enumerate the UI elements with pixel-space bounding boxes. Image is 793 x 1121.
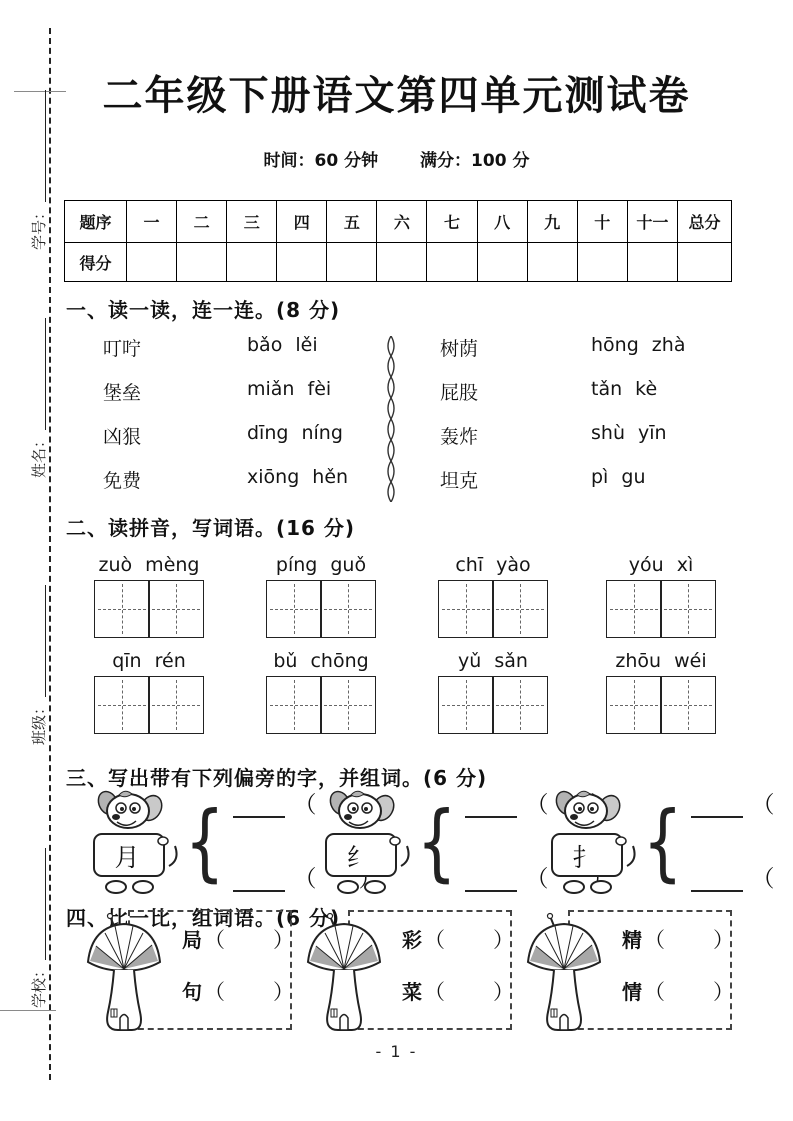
student-name-blank-line[interactable]: [45, 318, 46, 430]
student-id-label: 学号：: [30, 204, 48, 250]
compare-char: 局: [182, 928, 202, 952]
match-pinyin[interactable]: hōng zhà: [591, 334, 686, 356]
compare-char: 句: [182, 980, 202, 1004]
page-title: 二年级下册语文第四单元测试卷: [102, 73, 691, 119]
compare-row: [622, 976, 734, 1005]
paren-open: （: [751, 866, 775, 892]
mushroom-house-icon: [84, 912, 164, 1038]
paren-close: ）: [493, 928, 514, 952]
score-table-col: 四: [277, 201, 327, 243]
puppy-mascot: [544, 786, 636, 898]
match-word[interactable]: 叮咛: [103, 338, 142, 360]
compare-char: 菜: [402, 980, 422, 1004]
writing-cell[interactable]: [266, 580, 322, 638]
writing-grid: [262, 580, 380, 638]
puppy-mascot: [86, 786, 178, 898]
paren-close: ）: [713, 928, 734, 952]
radical-item: [544, 786, 793, 898]
writing-cell[interactable]: [438, 676, 494, 734]
match-pinyin[interactable]: shù yīn: [591, 422, 667, 444]
match-pinyin[interactable]: tǎn kè: [591, 378, 658, 400]
pinyin-label: bǔ chōng: [273, 650, 369, 672]
school-label: 学校：: [30, 962, 48, 1008]
score-row-label: 得分: [65, 243, 127, 282]
score-table-corner: 题序: [65, 201, 127, 243]
score-cell[interactable]: [577, 243, 627, 282]
paren-open: （: [204, 980, 225, 1004]
writing-cell[interactable]: [606, 676, 662, 734]
paren-open: （: [644, 980, 665, 1004]
score-table: [64, 200, 732, 282]
fold-mark-bottom: [0, 1010, 56, 1011]
writing-grid: [602, 676, 720, 734]
brace-icon: {: [642, 793, 683, 891]
match-pinyin[interactable]: dīng níng: [247, 422, 343, 444]
answer-line[interactable]: [691, 796, 743, 818]
compare-row: [622, 924, 734, 953]
writing-grid: [434, 676, 552, 734]
writing-cell[interactable]: [320, 580, 376, 638]
writing-cell[interactable]: [94, 676, 150, 734]
paren-open: （: [525, 792, 549, 818]
paren-close: ）: [273, 928, 294, 952]
writing-cell[interactable]: [148, 676, 204, 734]
section3-heading: 三、写出带有下列偏旁的字，并组词。(6 分): [66, 766, 488, 790]
answer-line[interactable]: [465, 870, 517, 892]
radical-answer-row: [691, 792, 793, 818]
writing-grid: [262, 676, 380, 734]
match-pinyin[interactable]: xiōng hěn: [247, 466, 349, 488]
section4-heading: 四、比一比，组词语。(6 分): [66, 906, 341, 930]
paren-open: （: [644, 928, 665, 952]
radical-label: 纟: [346, 843, 372, 872]
brace-icon: {: [416, 793, 457, 891]
writing-cell[interactable]: [148, 580, 204, 638]
mushroom-house-icon: [524, 912, 604, 1038]
answer-line[interactable]: [233, 870, 285, 892]
score-cell[interactable]: [377, 243, 427, 282]
score-cell[interactable]: [277, 243, 327, 282]
radical-label: 扌: [572, 843, 598, 872]
writing-grid: [90, 676, 208, 734]
score-cell[interactable]: [177, 243, 227, 282]
paren-open: （: [204, 928, 225, 952]
pinyin-label: zuò mèng: [98, 554, 200, 576]
score-cell[interactable]: [678, 243, 732, 282]
paren-close: ）: [358, 866, 382, 892]
pinyin-label: qīn rén: [112, 650, 186, 672]
compare-char: 精: [622, 928, 642, 952]
school-field: [27, 848, 49, 1008]
match-pinyin[interactable]: bǎo lěi: [247, 334, 318, 356]
radical-label: 月: [114, 843, 140, 872]
match-right-words: [440, 334, 478, 510]
compare-row: [182, 924, 294, 953]
school-blank-line[interactable]: [45, 848, 46, 960]
pinyin-word-block: [90, 554, 208, 638]
score-table-col: 十一: [627, 201, 677, 243]
radical-answer-row: [691, 866, 793, 892]
score-cell[interactable]: [527, 243, 577, 282]
paren-open: （: [525, 866, 549, 892]
writing-cell[interactable]: [492, 580, 548, 638]
writing-cell[interactable]: [606, 580, 662, 638]
compare-row: [402, 924, 514, 953]
class-field: [27, 585, 49, 745]
paren-open: （: [293, 792, 317, 818]
pinyin-word-block: [434, 650, 552, 734]
match-pinyin[interactable]: miǎn fèi: [247, 378, 332, 400]
radical-answer-rows: [691, 790, 793, 894]
section2-heading: 二、读拼音，写词语。(16 分): [66, 516, 356, 540]
puppy-mascot: [318, 786, 410, 898]
class-label: 班级：: [30, 699, 48, 745]
time-limit: 时间：60 分钟: [263, 151, 379, 171]
exam-meta: [0, 146, 793, 171]
writing-cell[interactable]: [94, 580, 150, 638]
writing-cell[interactable]: [320, 676, 376, 734]
score-table-col: 六: [377, 201, 427, 243]
match-word[interactable]: 轰炸: [440, 426, 479, 448]
cut-dashed-line: [49, 28, 51, 1080]
answer-line[interactable]: [691, 870, 743, 892]
pinyin-word-block: [602, 554, 720, 638]
pinyin-word-block: [262, 650, 380, 734]
page-number: - 1 -: [375, 1042, 418, 1061]
brace-icon: {: [184, 793, 225, 891]
pinyin-word-block: [90, 650, 208, 734]
paren-close: ）: [273, 980, 294, 1004]
match-word[interactable]: 树荫: [440, 338, 479, 360]
writing-cell[interactable]: [660, 580, 716, 638]
writing-cell[interactable]: [438, 580, 494, 638]
match-word[interactable]: 坦克: [440, 470, 479, 492]
match-word[interactable]: 屁股: [440, 382, 479, 404]
score-table-col: 总分: [678, 201, 732, 243]
chain-divider-icon: [384, 336, 398, 502]
writing-cell[interactable]: [266, 676, 322, 734]
paren-close: ）: [590, 866, 614, 892]
match-word[interactable]: 堡垒: [103, 382, 142, 404]
writing-grid: [90, 580, 208, 638]
compare-char: 情: [622, 980, 642, 1004]
match-word[interactable]: 免费: [103, 470, 142, 492]
score-table-col: 八: [477, 201, 527, 243]
section1-heading: 一、读一读，连一连。(8 分): [66, 298, 341, 322]
writing-grid: [434, 580, 552, 638]
score-table-col: 一: [127, 201, 177, 243]
pinyin-word-block: [262, 554, 380, 638]
writing-cell[interactable]: [660, 676, 716, 734]
match-word[interactable]: 凶狠: [103, 426, 142, 448]
pinyin-word-block: [434, 554, 552, 638]
answer-line[interactable]: [233, 796, 285, 818]
match-left-words: [103, 334, 141, 510]
score-table-col: 二: [177, 201, 227, 243]
paren-open: （: [424, 928, 445, 952]
score-cell[interactable]: [227, 243, 277, 282]
writing-grid: [602, 580, 720, 638]
score-table-col: 十: [577, 201, 627, 243]
score-table-col: 七: [427, 201, 477, 243]
pinyin-word-block: [602, 650, 720, 734]
score-cell[interactable]: [477, 243, 527, 282]
match-right-pinyins: [591, 334, 685, 510]
pinyin-label: chī yào: [455, 554, 531, 576]
pinyin-label: zhōu wéi: [615, 650, 707, 672]
answer-line[interactable]: [465, 796, 517, 818]
full-score: 满分：100 分: [420, 151, 530, 171]
paren-open: （: [424, 980, 445, 1004]
mushroom-house-icon: [304, 912, 384, 1038]
score-cell[interactable]: [127, 243, 177, 282]
match-left-pinyins: [247, 334, 348, 510]
compare-row: [182, 976, 294, 1005]
compare-row: [402, 976, 514, 1005]
paren-open: （: [751, 792, 775, 818]
class-blank-line[interactable]: [45, 585, 46, 697]
pinyin-label: yǔ sǎn: [458, 650, 528, 672]
score-cell[interactable]: [627, 243, 677, 282]
paren-close: ）: [493, 980, 514, 1004]
paren-open: （: [293, 866, 317, 892]
pinyin-label: píng guǒ: [275, 554, 367, 576]
score-table-col: 五: [327, 201, 377, 243]
score-table-col: 三: [227, 201, 277, 243]
match-pinyin[interactable]: pì gu: [591, 466, 646, 488]
score-table-col: 九: [527, 201, 577, 243]
student-name-field: [27, 318, 49, 478]
score-cell[interactable]: [427, 243, 477, 282]
compare-char: 彩: [402, 928, 422, 952]
writing-cell[interactable]: [492, 676, 548, 734]
pinyin-label: yóu xì: [628, 554, 694, 576]
paren-close: ）: [713, 980, 734, 1004]
score-cell[interactable]: [327, 243, 377, 282]
student-name-label: 姓名：: [30, 432, 48, 478]
